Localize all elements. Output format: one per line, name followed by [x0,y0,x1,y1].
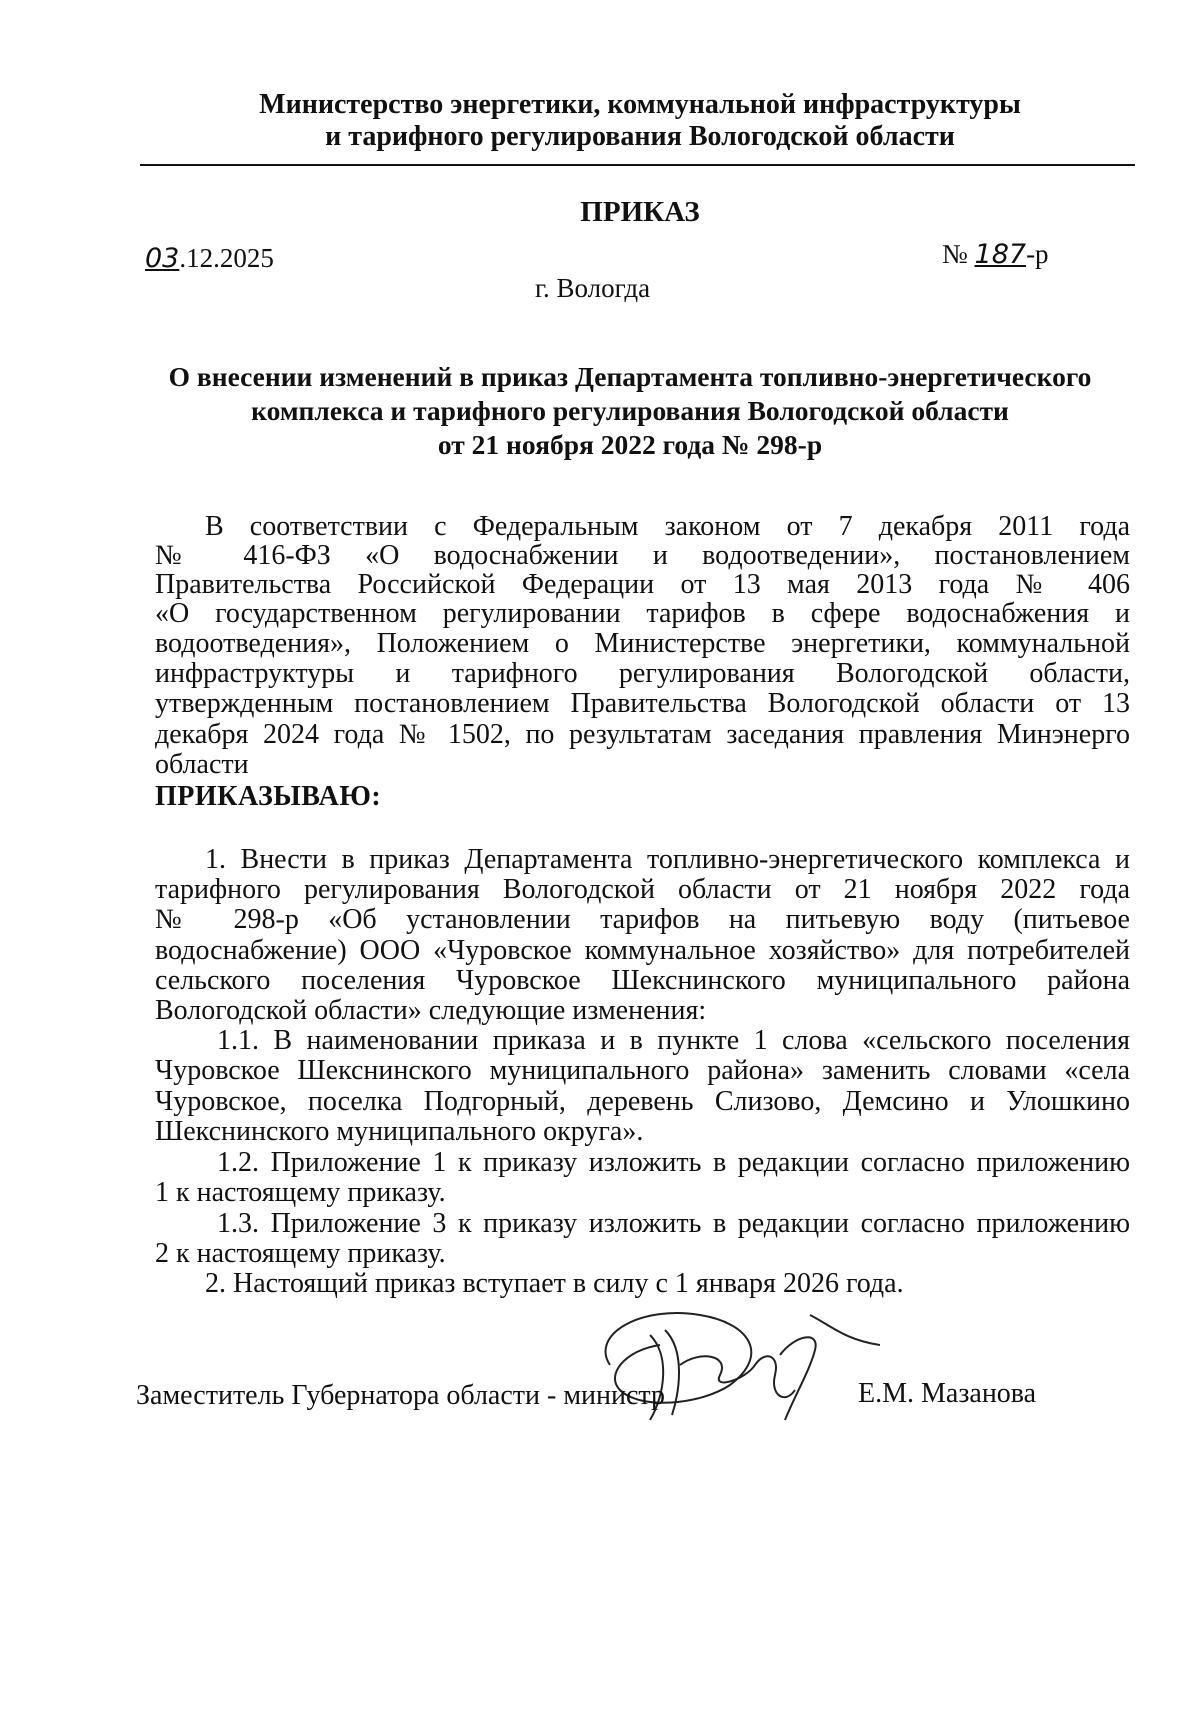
subject-line-3: от 21 ноября 2022 года № 298-р [437,429,823,460]
number-prefix: № [942,239,975,269]
item-1-1-line: Чуровское Шекснинского муниципального района» заменить словами «села [155,1055,1130,1086]
number-value-handwritten: 187 [974,239,1027,270]
preamble-line: Правительства Российской Федерации от 13 мая 2013 года № 406 [155,569,1130,600]
preamble-line: инфраструктуры и тарифного регулирования Вологодской области, [155,658,1130,689]
preamble-line: декабря 2024 года № 1502, по результатам заседания правления Минэнерго [155,719,1130,750]
preamble-line: утвержденным постановлением Правительства Вологодской области от 13 [155,688,1130,719]
document-city: г. Вологда [535,273,651,303]
document-date [145,243,274,274]
item-1-line: Вологодской области» следующие изменения: [155,995,707,1026]
header-divider [140,164,1135,166]
document-number [942,239,1049,270]
item-1-3-line: 2 к настоящему приказу. [155,1238,446,1269]
date-month-year: .12.2025 [179,243,274,273]
item-2-line: 2. Настоящий приказ вступает в силу с 1 января 2026 года. [205,1268,904,1299]
item-1-2-line: 1 к настоящему приказу. [155,1177,446,1208]
preamble-line: № 416-ФЗ «О водоснабжении и водоотведении», постановлением [155,540,1130,571]
handwritten-signature [580,1295,880,1435]
item-1-line: водоснабжение) ООО «Чуровское коммунальное хозяйство» для потребителей [155,935,1130,966]
subject-line-1: О внесении изменений в приказ Департамента топливно-энергетического [168,361,1092,392]
preamble-line: «О государственном регулировании тарифов в сфере водоснабжения и [155,598,1130,629]
item-1-line: № 298-р «Об установлении тарифов на питьевую воду (питьевое [155,904,1130,935]
subject-line-2: комплекса и тарифного регулирования Вологодской области [251,395,1009,426]
document-title: ПРИКАЗ [580,196,700,228]
item-1-line: 1. Внести в приказ Департамента топливно-энергетического комплекса и [205,844,1130,875]
preamble-line: водоотведения», Положением о Министерстве энергетики, коммунальной [155,628,1130,659]
ministry-name-line-2: и тарифного регулирования Вологодской области [325,121,955,152]
item-1-1-line: Чуровское, поселка Подгорный, деревень Слизово, Демсино и Улошкино [155,1086,1130,1117]
item-1-line: сельского поселения Чуровское Шекснинского муниципального района [155,965,1130,996]
item-1-2-line: 1.2. Приложение 1 к приказу изложить в редакции согласно приложению [217,1147,1130,1178]
signatory-position: Заместитель Губернатора области - министр [136,1380,665,1411]
signatory-name: Е.М. Мазанова [858,1378,1037,1409]
item-1-3-line: 1.3. Приложение 3 к приказу изложить в редакции согласно приложению [217,1208,1130,1239]
ministry-name-line-1: Министерство энергетики, коммунальной инфраструктуры [259,89,1021,120]
date-day-handwritten: 03 [145,243,180,274]
item-1-line: тарифного регулирования Вологодской области от 21 ноября 2022 года [155,874,1130,905]
order-word: ПРИКАЗЫВАЮ: [155,781,382,812]
number-suffix: -р [1026,239,1049,269]
item-1-1-line: Шекснинского муниципального округа». [155,1116,644,1147]
item-1-1-line: 1.1. В наименовании приказа и в пункте 1 слова «сельского поселения [217,1025,1130,1056]
preamble-line: области [155,749,249,780]
preamble-line: В соответствии с Федеральным законом от 7 декабря 2011 года [205,511,1130,542]
